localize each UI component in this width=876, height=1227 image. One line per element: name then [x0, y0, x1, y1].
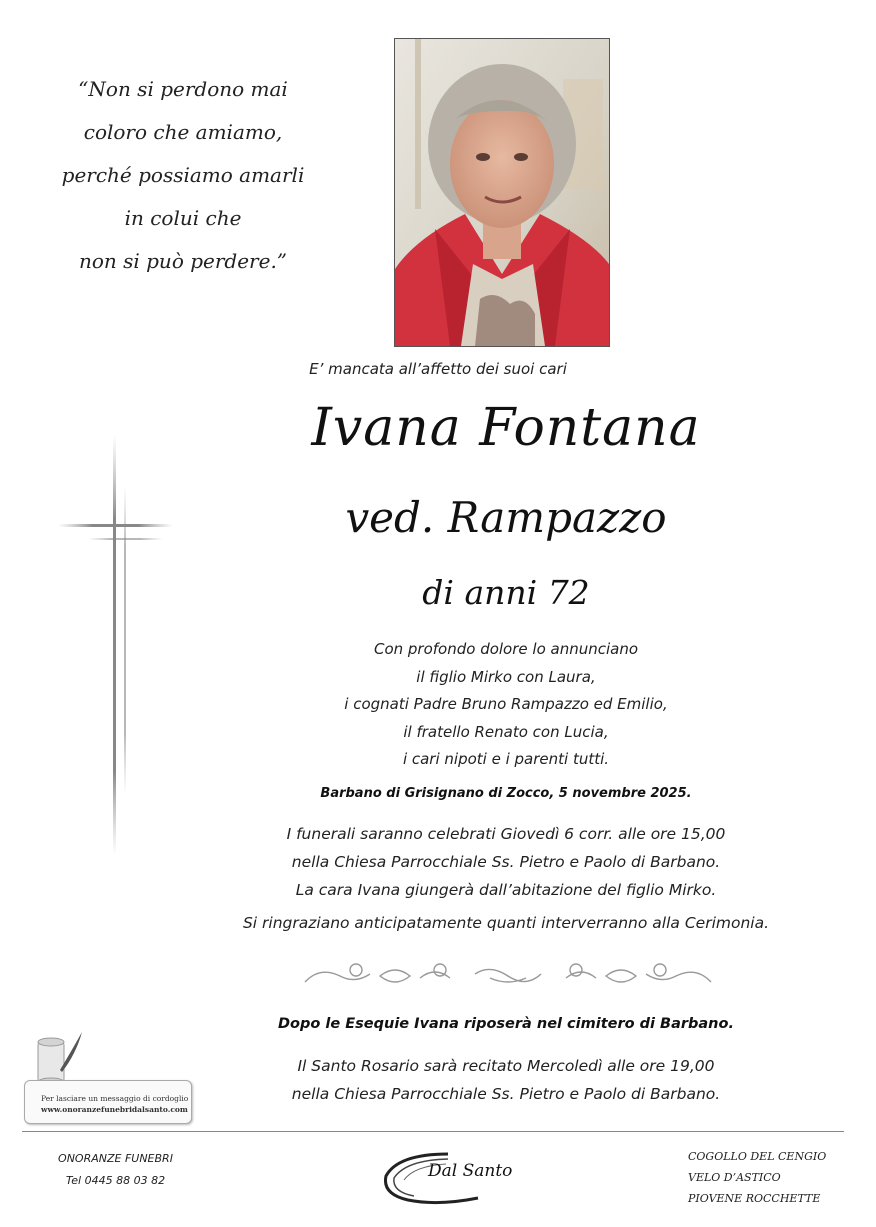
burial-text: Dopo le Esequie Ivana riposerà nel cimitero di Barbano.	[278, 1016, 734, 1032]
married-name: ved. Rampazzo	[345, 493, 667, 542]
footer-divider	[22, 1131, 844, 1132]
announcement-line: i cari nipoti e i parenti tutti.	[402, 750, 610, 768]
intro-text: E’ mancata all’affetto dei suoi cari	[309, 360, 567, 378]
age-text: di anni 72	[422, 573, 590, 612]
funeral-line: I funerali saranno celebrati Giovedì 6 corr. alle ore 15,00	[286, 825, 726, 843]
footer-phone: Tel 0445 88 03 82	[65, 1174, 166, 1187]
quote-line: perché possiamo amarli	[61, 163, 305, 187]
condolence-url[interactable]: www.onoranzefunebridalsanto.com	[41, 1105, 188, 1114]
condolence-label: Per lasciare un messaggio di cordoglio	[41, 1094, 189, 1103]
rosary-line: Il Santo Rosario sarà recitato Mercoledì alle ore 19,00	[297, 1057, 715, 1075]
location-item: COGOLLO DEL CENGIO	[688, 1150, 827, 1163]
funeral-line: nella Chiesa Parrocchiale Ss. Pietro e Paolo di Barbano.	[291, 853, 721, 871]
announcement-line: il fratello Renato con Lucia,	[403, 722, 609, 741]
location-item: PIOVENE ROCCHETTE	[688, 1192, 821, 1205]
cross-icon	[58, 435, 173, 855]
place-date: Barbano di Grisignano di Zocco, 5 novembre 2025.	[320, 786, 692, 801]
ornament-divider-icon	[300, 956, 716, 996]
announcement-line: Con profondo dolore lo annunciano	[373, 640, 639, 658]
announcement	[200, 636, 812, 774]
funeral-line: La cara Ivana giungerà dall’abitazione del figlio Mirko.	[295, 881, 717, 899]
deceased-name: Ivana Fontana	[311, 398, 701, 458]
logo-text: Dal Santo	[428, 1161, 513, 1181]
quote-line: “Non si perdono mai	[78, 77, 288, 101]
memorial-quote	[48, 68, 318, 283]
condolence-link[interactable]	[24, 1080, 192, 1124]
rosary-info	[200, 1052, 812, 1108]
footer-left	[48, 1148, 183, 1192]
rosary-line: nella Chiesa Parrocchiale Ss. Pietro e Paolo di Barbano.	[291, 1085, 721, 1103]
thanks-text: Si ringraziano anticipatamente quanti interverranno alla Cerimonia.	[242, 914, 770, 932]
quote-line: coloro che amiamo,	[83, 120, 283, 144]
announcement-line: il figlio Mirko con Laura,	[416, 667, 596, 686]
quote-line: non si può perdere.”	[78, 249, 288, 273]
funeral-info	[200, 820, 812, 904]
footer-title: ONORANZE FUNEBRI	[58, 1152, 173, 1165]
portrait-photo	[394, 38, 610, 347]
quote-line: in colui che	[124, 206, 242, 230]
footer-locations	[688, 1146, 848, 1209]
location-item: VELO D’ASTICO	[688, 1171, 781, 1184]
announcement-line: i cognati Padre Bruno Rampazzo ed Emilio,	[344, 695, 668, 713]
